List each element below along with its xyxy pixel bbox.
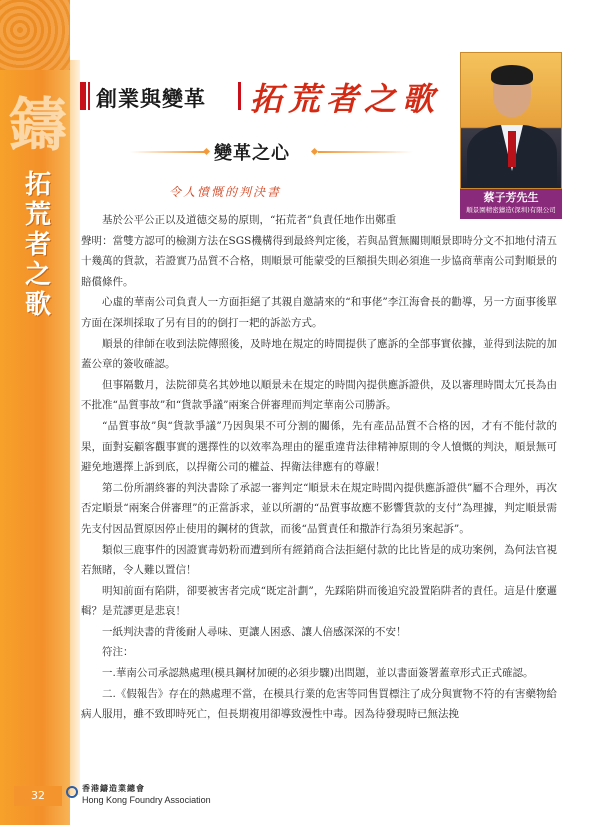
header-separator [238,82,241,110]
title-rule-right [318,151,413,153]
sidebar-edge [70,60,80,795]
paragraph: 聲明：當雙方認可的檢測方法在SGS機構得到最終判定後，若與品質無關則順景即時分文不扣地付清五十幾萬的貨款，若證實乃品質不合格，則順景可能蒙受的巨額損失則必須進一步協商華南公司對順景的賠償條件。 [81,234,557,288]
vertical-title-char: 歌 [24,290,51,320]
paragraph: 二.《假報告》存在的熱處理不當，在模具行業的危害等同售買標注了成分與實物不符的有害藥物給病人服用，雖不致即時死亡，但長期複用卻導致漫性中毒。因為待發現時已無法挽 [81,687,557,721]
column-title: 創業與變革 [96,87,206,111]
vertical-title-char: 荒 [24,200,51,230]
article-subtitle: 令人憤慨的判決書 [169,185,282,199]
title-diamond-left [203,148,210,155]
profile-photo [460,52,562,189]
paragraph: 一.華南公司承認熱處理(模具鋼材加硬的必須步驟)出問題，並以書面簽署蓋章形式正式確認。 [102,667,534,680]
sidebar-texture [0,0,70,70]
paragraph: 一紙判決書的背後耐人尋味、更讓人困惑、讓人倍感深深的不安！ [102,625,407,638]
association-name-en: Hong Kong Foundry Association [82,795,211,805]
paragraph: 明知前面有陷阱，卻要被害者完成“既定計劃”，先踩陷阱而後追究設置陷阱者的責任。這是什麼邏輯？是荒謬更是悲哀！ [81,584,557,618]
column-script-title: 拓荒者之歌 [250,80,441,118]
title-diamond-right [311,148,318,155]
paragraph: 基於公平公正以及道德交易的原則，“拓荒者”負責任地作出鄭重 [102,214,397,226]
profile-company: 順景園精密鑄造(深圳)有限公司 [466,206,556,214]
section-title: 變革之心 [214,143,290,164]
paragraph: 順景的律師在收到法院傳照後，及時地在規定的時間提供了應訴的全部事實依據，並得到法院的加蓋公章的簽收確認。 [81,337,557,371]
paragraph: “品質事故”與“貨款爭議”乃因與果不可分割的關係，先有產品品質不合格的因，才有不能付款的果，面對妄顧客觀事實的選擇性的以效率為理由的罷重違背法律精神原則的令人憤慨的判決，順景無可避免地選擇上訴到底，以捍衛公司的權益、捍衛法律應有的尊嚴！ [81,419,557,474]
header-accent-line [88,82,90,110]
title-rule-left [130,151,205,153]
paragraph: 但事隔數月，法院卻莫名其妙地以順景未在規定的時間內提供應訴證供，及以審理時間太冗長為由不批准“品質事故”和“貨款爭議”兩案合併審理而判定華南公司勝訴。 [81,378,557,412]
photo-hair [491,65,533,85]
paragraph: 符注： [102,646,134,659]
association-logo-icon [66,786,78,798]
vertical-title-char: 之 [24,260,51,290]
vertical-title-char: 拓 [24,170,51,200]
header-accent-bar [80,82,86,110]
association-name-zh: 香港鑄造業總會 [82,784,145,793]
profile-name: 蔡子芳先生 [483,191,539,204]
paragraph: 心虛的華南公司負責人一方面拒絕了其親自邀請來的“和事佬”李江海會長的勸導，另一方面事後單方面在深圳採取了另有目的的倒打一耙的訴訟方式。 [81,296,557,329]
page-number: 32 [14,786,62,806]
article-body [81,210,557,725]
vertical-title-char: 者 [24,230,51,260]
sidebar-big-character: 鑄 [8,91,67,159]
paragraph: 第二份所謂終審的判決書除了承認一審判定“順景未在規定時間內提供應訴證供”屬不合理外，再次否定順景“兩案合併審理”的正當訴求，並以所謂的“品質事故應不影響貨款的支付”為理據，判定順景需先支付因品質原因停止使用的鋼材的貨款，而後“品質責任和撒詐行為須另案起訴”。 [81,481,557,535]
paragraph: 類似三鹿事件的因證實毒奶粉而遭到所有經銷商合法拒絕付款的比比皆是的成功案例，為何法官視若無睹，令人難以置信！ [81,543,557,577]
photo-tie [508,131,516,167]
